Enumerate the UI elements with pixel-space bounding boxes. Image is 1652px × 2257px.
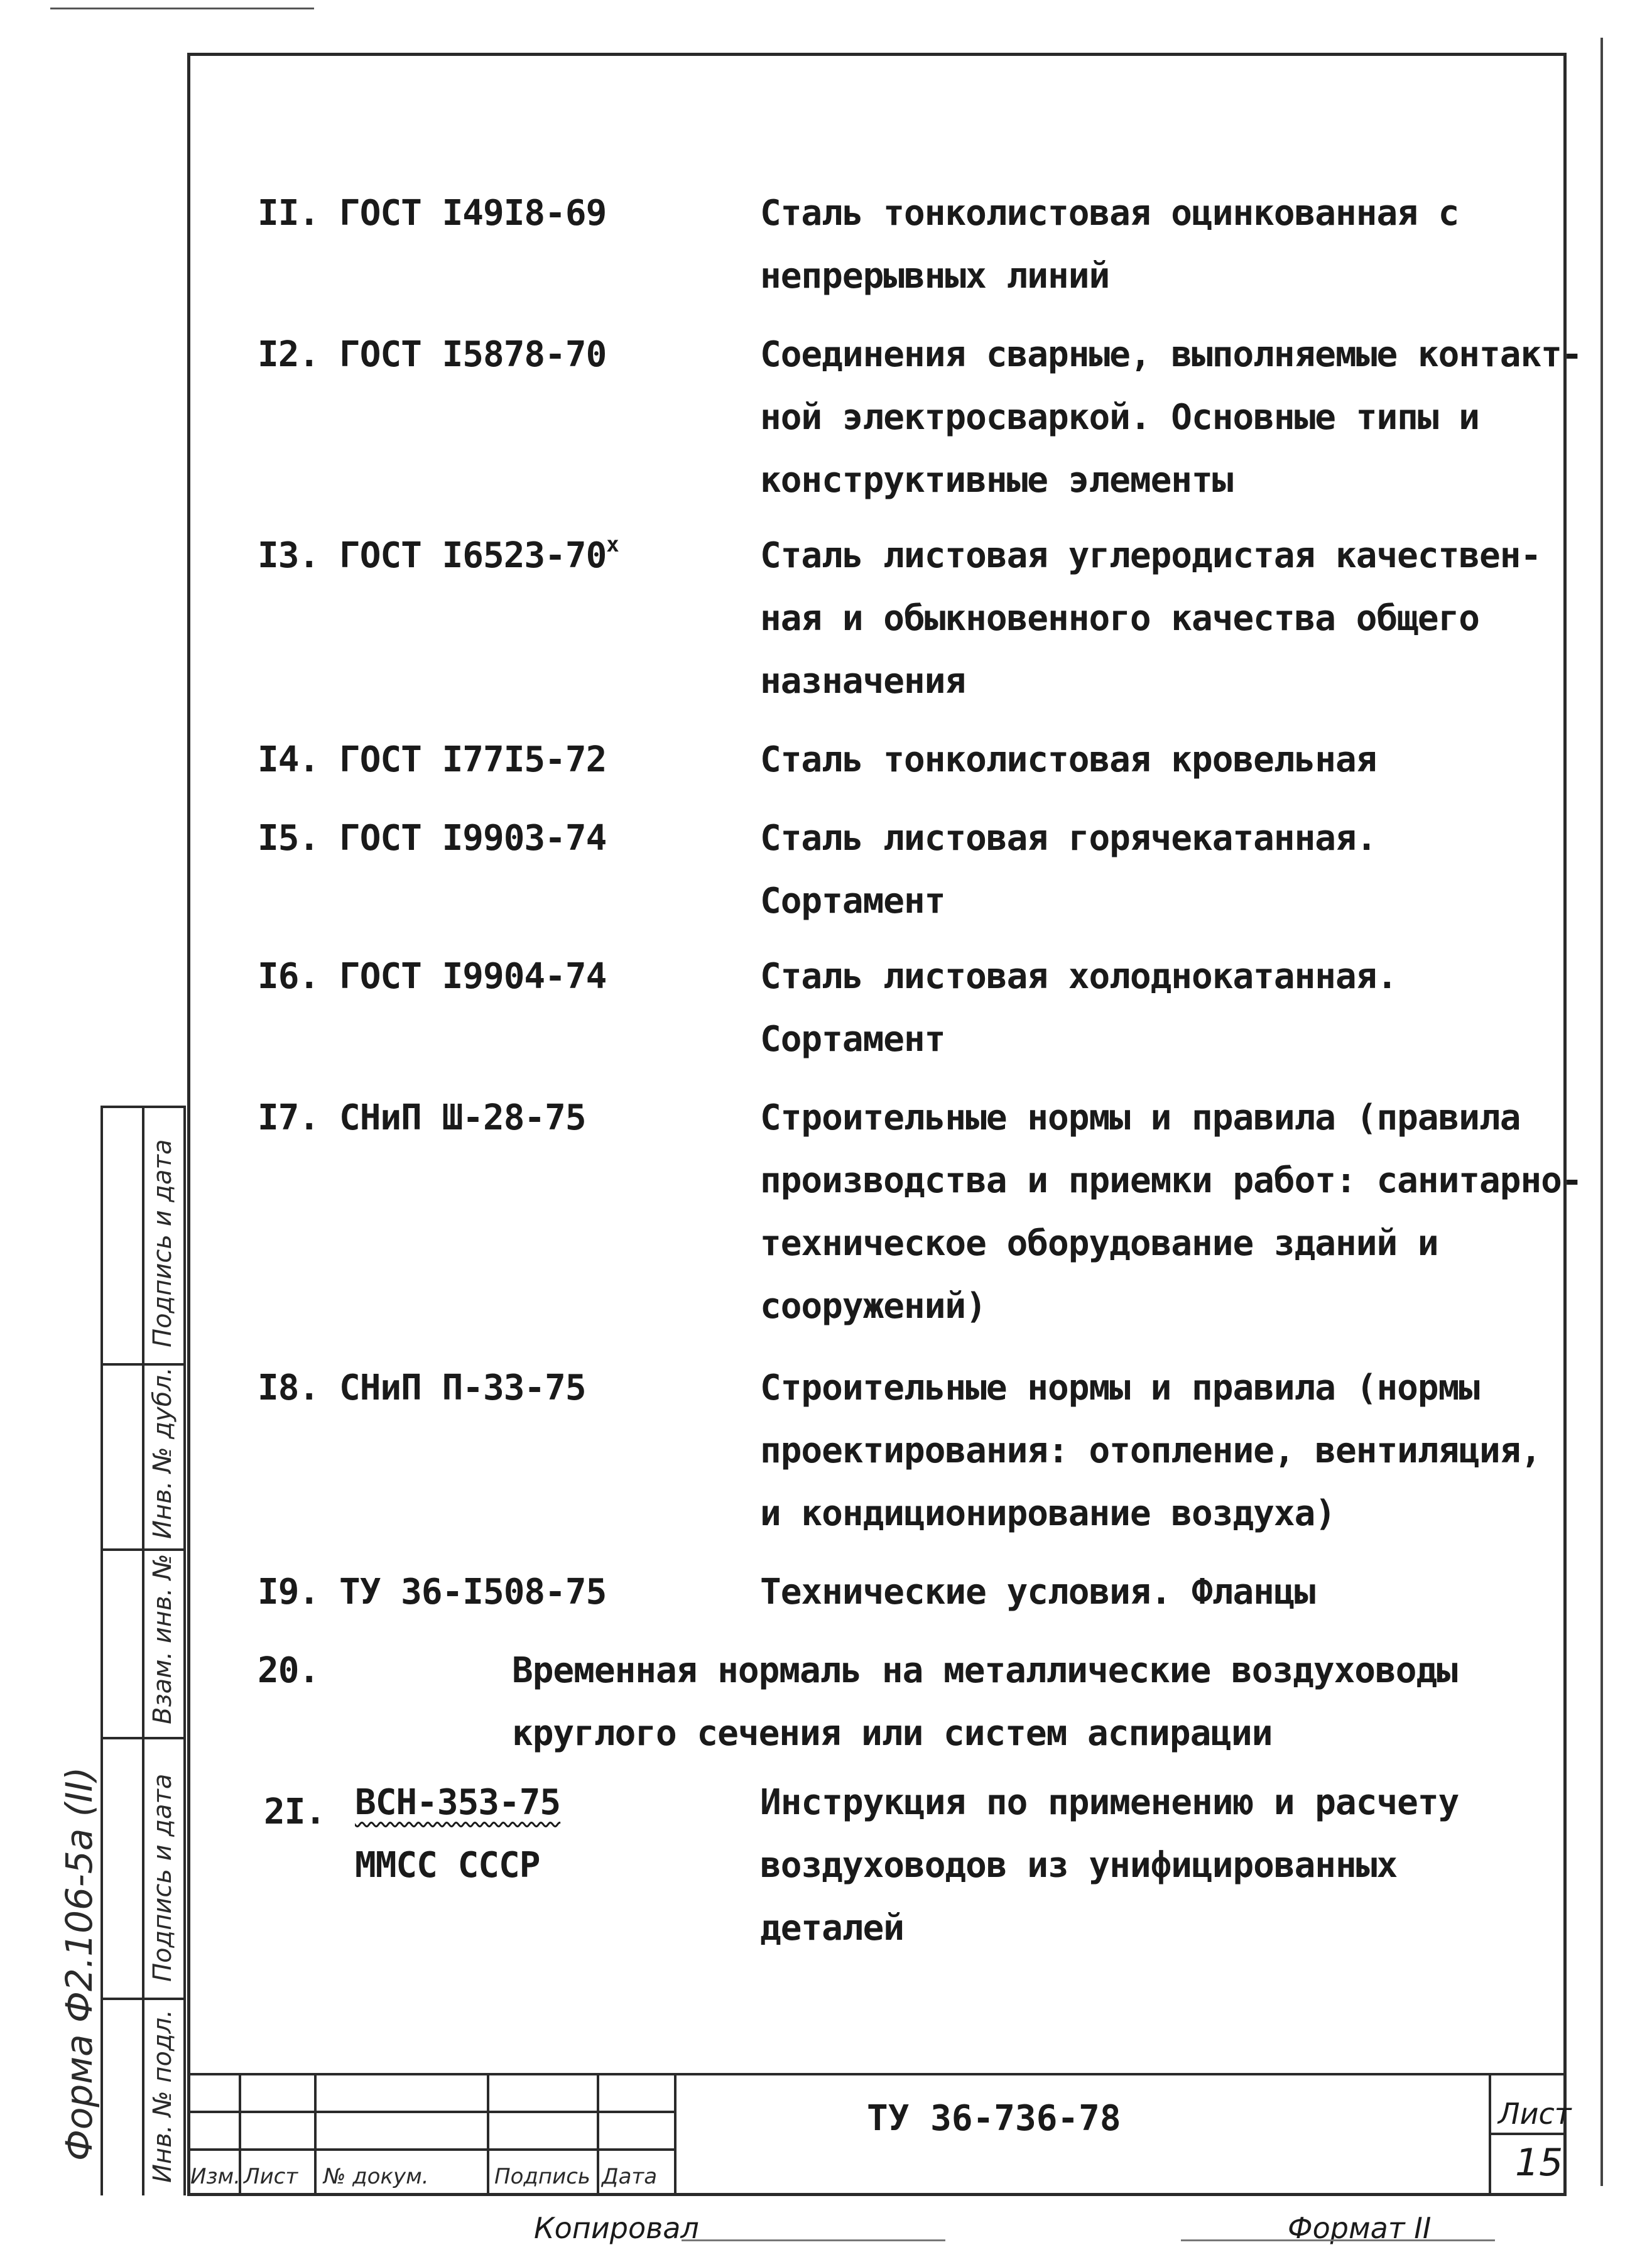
entry-description xyxy=(760,324,1582,512)
entry-description xyxy=(760,182,1459,308)
title-block-column-border xyxy=(597,2073,599,2196)
title-block-row-border xyxy=(187,2148,674,2151)
description-line: техническое оборудование зданий и xyxy=(760,1223,1438,1264)
title-block-row-border xyxy=(187,2111,674,2113)
side-cell-border xyxy=(103,1106,186,1108)
entry-description xyxy=(760,807,1376,933)
header-sheet: Лист xyxy=(244,2164,298,2189)
header-date: Дата xyxy=(602,2164,658,2189)
side-cell-label: Инв. № дубл. xyxy=(148,1367,177,1539)
description-line: круглого сечения или систем аспирации xyxy=(512,1713,1273,1754)
header-document-number: № докум. xyxy=(323,2164,429,2189)
title-block-column-border xyxy=(487,2073,489,2196)
entry-description xyxy=(760,1771,1459,1960)
description-line: Инструкция по применению и расчету xyxy=(760,1782,1459,1823)
entry-number: I7. xyxy=(258,1097,320,1138)
title-block-top-border xyxy=(187,2073,1567,2075)
code-line-underlined: ВСН-353-75 xyxy=(355,1782,561,1823)
description-line: конструктивные элементы xyxy=(760,460,1233,501)
description-line: Строительные нормы и правила (нормы xyxy=(760,1368,1480,1408)
entry-code: ГОСТ I49I8-69 xyxy=(339,193,607,234)
entry-number: 2I. xyxy=(264,1792,326,1832)
entry-code: ГОСТ I9904-74 xyxy=(339,956,607,997)
description-line: Временная нормаль на металлические воздуховоды xyxy=(512,1650,1457,1691)
entry-description xyxy=(760,1087,1582,1338)
entry-description xyxy=(760,729,1376,791)
entry-code: ГОСТ I5878-70 xyxy=(339,334,607,375)
entry-number: II. xyxy=(258,193,320,234)
description-line: проектирования: отопление, вентиляция, xyxy=(760,1430,1541,1471)
side-cell-border xyxy=(103,1363,186,1366)
side-stamp xyxy=(101,1106,186,2195)
copied-by-label: Копировал xyxy=(534,2211,699,2245)
description-line: назначения xyxy=(760,661,966,702)
entry-code: ГОСТ I9903-74 xyxy=(339,818,607,859)
entry-number: I2. xyxy=(258,334,320,375)
description-line: Сталь тонколистовая оцинкованная с xyxy=(760,193,1459,234)
entry-number: I4. xyxy=(258,739,320,780)
form-label: Форма Ф2.106-5а (II) xyxy=(58,1766,101,2161)
description-line: Строительные нормы и правила (правила xyxy=(760,1097,1521,1138)
copied-by-underline xyxy=(682,2239,945,2241)
description-line: деталей xyxy=(760,1908,905,1949)
code-line: ММСС СССР xyxy=(355,1845,540,1886)
side-cell-border xyxy=(103,1548,186,1551)
description-line: Соединения сварные, выполняемые контакт- xyxy=(760,334,1582,375)
description-line: производства и приемки работ: санитарно- xyxy=(760,1160,1582,1201)
side-cell-border xyxy=(103,1737,186,1739)
right-edge-rule xyxy=(1600,38,1603,2186)
entry-number: I6. xyxy=(258,956,320,997)
description-line: сооружений) xyxy=(760,1286,986,1327)
side-cell-label: Подпись и дата xyxy=(148,1139,177,1347)
format-label: Формат II xyxy=(1288,2211,1432,2245)
header-signature: Подпись xyxy=(494,2164,590,2189)
description-line: Сталь листовая углеродистая качествен- xyxy=(760,535,1541,576)
side-stamp-divider xyxy=(103,1106,144,2195)
entry-number: I8. xyxy=(258,1368,320,1408)
side-cell-border xyxy=(103,1998,186,2000)
entry-code: ГОСТ I77I5-72 xyxy=(339,739,607,780)
description-line: непрерывных линий xyxy=(760,256,1110,296)
entry-description xyxy=(760,525,1541,713)
entry-description xyxy=(760,1357,1541,1545)
entry-description xyxy=(512,1640,1457,1765)
entry-code: СНиП П-33-75 xyxy=(339,1368,586,1408)
entry-number: I3. xyxy=(258,535,320,576)
side-cell-label: Инв. № подл. xyxy=(148,2010,177,2183)
description-line: ной электросваркой. Основные типы и xyxy=(760,397,1480,438)
code-superscript: x xyxy=(606,532,619,557)
description-line: и кондиционирование воздуха) xyxy=(760,1493,1336,1534)
side-cell-label: Взам. инв. № xyxy=(148,1553,177,1724)
description-line: ная и обыкновенного качества общего xyxy=(760,598,1480,639)
sheet-cell-border xyxy=(1489,2133,1567,2135)
description-line: Сортамент xyxy=(760,1019,945,1060)
sheet-number: 15 xyxy=(1515,2141,1563,2185)
entry-number: 20. xyxy=(258,1650,320,1691)
format-underline xyxy=(1181,2239,1495,2241)
description-line: Сталь листовая горячекатанная. xyxy=(760,818,1377,859)
description-line: Технические условия. Фланцы xyxy=(760,1572,1315,1613)
header-change: Изм. xyxy=(190,2164,241,2189)
title-block-column-border xyxy=(1489,2073,1491,2196)
entry-code: СНиП Ш-28-75 xyxy=(339,1097,586,1138)
code-text: ГОСТ I6523-70 xyxy=(339,535,607,576)
entry-code xyxy=(339,525,619,587)
entry-description xyxy=(760,945,1397,1071)
title-block-column-border xyxy=(314,2073,317,2196)
title-block-column-border xyxy=(674,2073,677,2196)
side-cell-label: Подпись и дата xyxy=(148,1773,177,1982)
entry-number: I9. xyxy=(258,1572,320,1613)
sheet-label: Лист xyxy=(1498,2097,1572,2131)
entry-number: I5. xyxy=(258,818,320,859)
entry-description xyxy=(760,1561,1315,1624)
description-line: воздуховодов из унифицированных xyxy=(760,1845,1398,1886)
description-line: Сталь тонколистовая кровельная xyxy=(760,739,1377,780)
description-line: Сортамент xyxy=(760,881,945,922)
document-code: ТУ 36-736-78 xyxy=(867,2098,1121,2139)
entry-code xyxy=(355,1771,560,1897)
entry-code: ТУ 36-I508-75 xyxy=(339,1572,607,1613)
description-line: Сталь листовая холоднокатанная. xyxy=(760,956,1398,997)
top-edge-rule xyxy=(50,8,314,9)
